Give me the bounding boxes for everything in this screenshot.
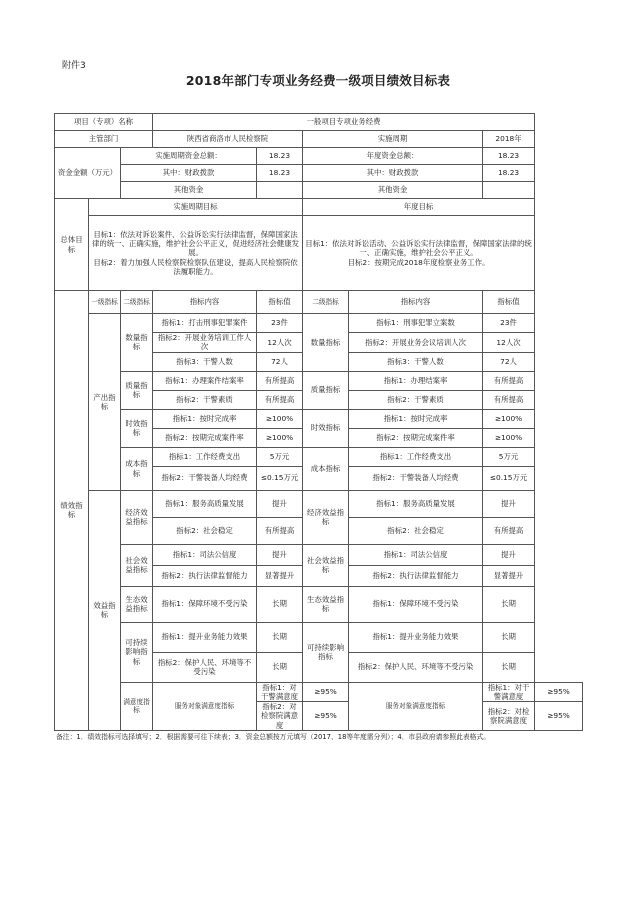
indicator-value: 72人	[257, 352, 303, 371]
period-label: 实施周期	[303, 131, 483, 148]
indicator-name: 指标1：司法公信度	[153, 544, 257, 565]
eco-label-left: 生态效益指标	[121, 586, 153, 622]
performance-target-table	[54, 113, 583, 731]
indicator-name: 指标1：打击刑事犯罪案件	[153, 314, 257, 333]
sustain-label-right: 可持续影响指标	[303, 622, 349, 682]
cycle-goal-text	[89, 216, 303, 291]
quality-label-right: 质量指标	[303, 371, 349, 409]
cycle-total-label: 实施周期资金总额：	[121, 148, 257, 165]
cycle-goal-2: 目标2：着力加强人民检察院检察队伍建设，提高人民检察院依法履职能力。	[93, 257, 298, 276]
header-level2-right: 二级指标	[303, 291, 349, 314]
year-total-value: 18.23	[483, 148, 535, 165]
header-level2-left: 二级指标	[121, 291, 153, 314]
satisf-label-right: 服务对象满意度指标	[349, 682, 483, 730]
indicator-value: ≥95%	[535, 682, 583, 702]
indicator-value: 有所提高	[483, 371, 535, 390]
project-name-value: 一般项目专项业务经费	[153, 114, 535, 131]
indicator-name: 指标2：社会稳定	[349, 517, 483, 544]
indicator-value: 长期	[257, 622, 303, 652]
sustain-label-left: 可持续影响指标	[121, 622, 153, 682]
indicator-name: 指标3：干警人数	[349, 352, 483, 371]
effect-indicators-label: 效益指标	[89, 490, 121, 730]
indicator-name: 指标1：提升业务能力效果	[153, 622, 257, 652]
year-goal-1: 目标1：依法对诉讼活动、公益诉讼实行法律监督，保障国家法律的统一、正确实施，维护社会公平正义。	[305, 239, 532, 258]
indicator-value: 提升	[257, 544, 303, 565]
economic-label-left: 经济效益指标	[121, 490, 153, 544]
indicator-name: 指标2：按期完成案件率	[349, 428, 483, 447]
indicator-value: 提升	[257, 490, 303, 517]
dept-value: 陕西省商洛市人民检察院	[153, 131, 303, 148]
timeliness-label-right: 时效指标	[303, 409, 349, 447]
header-name-left: 指标内容	[153, 291, 257, 314]
indicator-value: 72人	[483, 352, 535, 371]
indicator-value: 长期	[483, 622, 535, 652]
cycle-other-value	[257, 182, 303, 199]
indicator-value: 提升	[483, 490, 535, 517]
quantity-label-left: 数量指标	[121, 314, 153, 372]
header-name-right: 指标内容	[349, 291, 483, 314]
satisfaction-indicators-label: 满意度指标	[121, 682, 153, 730]
satisf-label-left: 服务对象满意度指标	[153, 682, 257, 730]
indicator-name: 指标1：提升业务能力效果	[349, 622, 483, 652]
indicator-value: 12人次	[483, 333, 535, 353]
indicator-value: 有所提高	[483, 517, 535, 544]
funds-label: 资金金额（万元）	[55, 148, 121, 199]
footnote: 备注：1．绩效指标可选择填写；2．根据需要可往下续表；3．资金总额按万元填写（2017、18等年度需分列）；4．市县政府请参照此表格式。	[56, 733, 491, 741]
indicator-name: 指标2：保护人民、环境等不受污染	[153, 652, 257, 682]
indicator-value: 长期	[257, 652, 303, 682]
indicator-name: 指标2：社会稳定	[153, 517, 257, 544]
indicator-name: 指标2：保护人民、环境等不受污染	[349, 652, 483, 682]
indicator-name: 指标1：服务高质量发展	[153, 490, 257, 517]
indicator-name: 指标1：对干警满意度	[257, 682, 303, 702]
timeliness-label-left: 时效指标	[121, 409, 153, 447]
indicator-value: 5万元	[483, 447, 535, 466]
indicator-value: ≥100%	[483, 409, 535, 428]
year-total-label: 年度资金总额：	[303, 148, 483, 165]
indicator-value: 有所提高	[257, 371, 303, 390]
indicators-section-label: 绩效指标	[55, 291, 89, 731]
cycle-fin-value: 18.23	[257, 165, 303, 182]
page-title: 2018年部门专项业务经费一级项目绩效目标表	[185, 73, 451, 88]
year-fin-value: 18.23	[483, 165, 535, 182]
header-value-left: 指标值	[257, 291, 303, 314]
indicator-value: ≥95%	[303, 682, 349, 702]
dept-label: 主管部门	[55, 131, 153, 148]
indicator-name: 指标1：工作经费支出	[153, 447, 257, 466]
indicator-value: 有所提高	[483, 390, 535, 409]
indicator-value: ≤0.15万元	[483, 466, 535, 490]
indicator-value: ≥95%	[303, 702, 349, 731]
quantity-label-right: 数量指标	[303, 314, 349, 372]
year-goal-2: 目标2：按期完成2018年度检察业务工作。	[347, 257, 490, 267]
indicator-value: 长期	[483, 586, 535, 622]
indicator-value: 12人次	[257, 333, 303, 353]
indicator-value: 显著提升	[483, 565, 535, 586]
cost-label-right: 成本指标	[303, 447, 349, 490]
cycle-other-label: 其他资金	[121, 182, 257, 199]
indicator-name: 指标2：干警装备人均经费	[349, 466, 483, 490]
indicator-value: ≤0.15万元	[257, 466, 303, 490]
economic-label-right: 经济效益指标	[303, 490, 349, 544]
indicator-name: 指标2：执行法律监督能力	[153, 565, 257, 586]
indicator-name: 指标1：办理案件结案率	[153, 371, 257, 390]
indicator-name: 指标1：办理结案率	[349, 371, 483, 390]
indicator-name: 指标1：司法公信度	[349, 544, 483, 565]
indicator-value: 长期	[257, 586, 303, 622]
indicator-name: 指标2：对检察院满意度	[257, 702, 303, 731]
cycle-goal-header: 实施周期目标	[89, 199, 303, 216]
indicator-value: ≥100%	[257, 409, 303, 428]
indicator-name: 指标2：干警装备人均经费	[153, 466, 257, 490]
indicator-name: 指标1：服务高质量发展	[349, 490, 483, 517]
project-name-label: 项目（专项）名称	[55, 114, 153, 131]
indicator-name: 指标2：干警素质	[153, 390, 257, 409]
year-goal-text	[303, 216, 535, 291]
output-indicators-label: 产出指标	[89, 314, 121, 491]
indicator-value: 有所提高	[257, 390, 303, 409]
indicator-value: ≥100%	[257, 428, 303, 447]
attachment-label: 附件3	[62, 61, 86, 71]
indicator-name: 指标1：对干警满意度	[483, 682, 535, 702]
indicator-name: 指标1：保障环境不受污染	[349, 586, 483, 622]
year-other-label: 其他资金	[303, 182, 483, 199]
cycle-fin-label: 其中：财政拨款	[121, 165, 257, 182]
indicator-name: 指标2：干警素质	[349, 390, 483, 409]
cycle-goal-1: 目标1：依法对诉讼案件、公益诉讼实行法律监督，保障国家法律的统一、正确实施，维护社会公平正义，促进经济社会健康发展。	[92, 229, 299, 258]
objectives-label: 总体目标	[55, 199, 89, 291]
cycle-total-value: 18.23	[257, 148, 303, 165]
indicator-value: 5万元	[257, 447, 303, 466]
indicator-value: 有所提高	[257, 517, 303, 544]
indicator-name: 指标1：保障环境不受污染	[153, 586, 257, 622]
indicator-name: 指标2：对检察院满意度	[483, 702, 535, 731]
indicator-name: 指标2：开展业务培训工作人次	[153, 333, 257, 353]
indicator-value: 23件	[483, 314, 535, 333]
period-value: 2018年	[483, 131, 535, 148]
social-label-left: 社会效益指标	[121, 544, 153, 586]
social-label-right: 社会效益指标	[303, 544, 349, 586]
indicator-name: 指标2：开展业务会议培训人次	[349, 333, 483, 353]
indicator-name: 指标3：干警人数	[153, 352, 257, 371]
cost-label-left: 成本指标	[121, 447, 153, 490]
header-value-right: 指标值	[483, 291, 535, 314]
header-level1: 一级指标	[89, 291, 121, 314]
indicator-name: 指标2：执行法律监督能力	[349, 565, 483, 586]
indicator-value: ≥100%	[483, 428, 535, 447]
indicator-name: 指标1：按时完成率	[349, 409, 483, 428]
year-goal-header: 年度目标	[303, 199, 535, 216]
year-fin-label: 其中：财政拨款	[303, 165, 483, 182]
indicator-value: ≥95%	[535, 702, 583, 731]
indicator-name: 指标1：刑事犯罪立案数	[349, 314, 483, 333]
indicator-name: 指标2：按期完成案件率	[153, 428, 257, 447]
eco-label-right: 生态效益指标	[303, 586, 349, 622]
quality-label-left: 质量指标	[121, 371, 153, 409]
indicator-value: 提升	[483, 544, 535, 565]
indicator-value: 显著提升	[257, 565, 303, 586]
indicator-name: 指标1：工作经费支出	[349, 447, 483, 466]
year-other-value	[483, 182, 535, 199]
indicator-value: 23件	[257, 314, 303, 333]
indicator-name: 指标1：按时完成率	[153, 409, 257, 428]
indicator-value: 长期	[483, 652, 535, 682]
